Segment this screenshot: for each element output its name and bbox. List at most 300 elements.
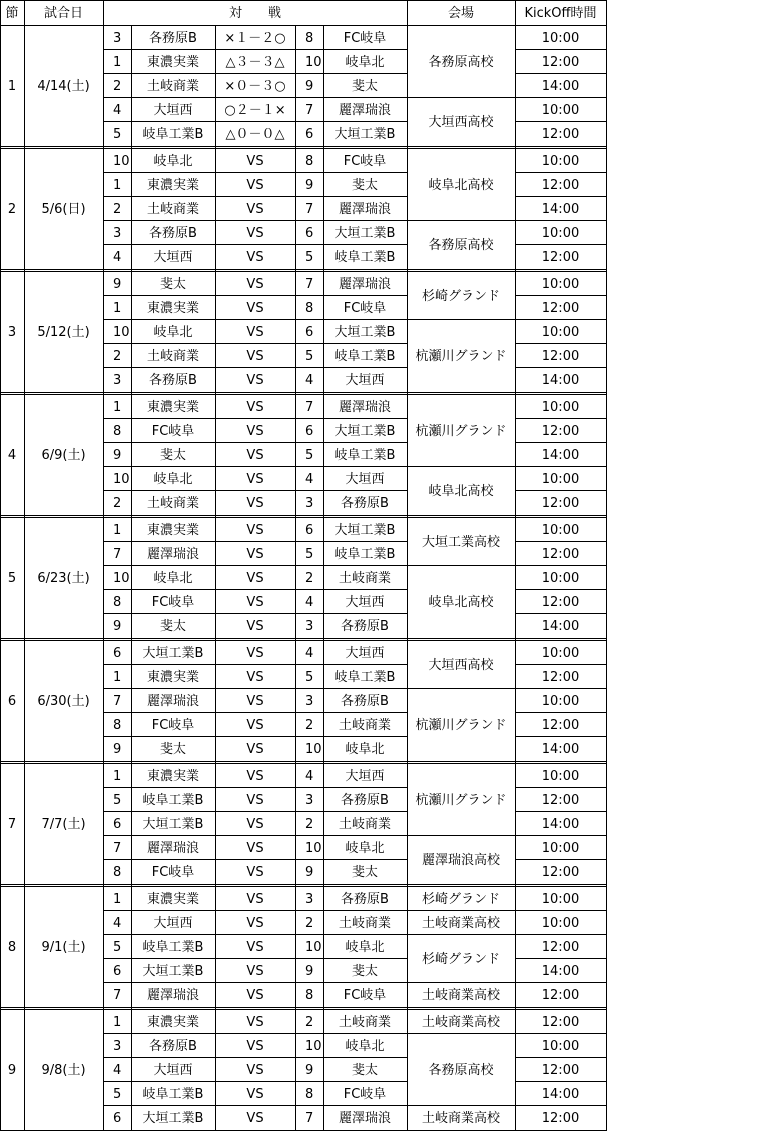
venue-name: 麗澤瑞浪高校: [421, 852, 500, 868]
match-result: VS: [246, 447, 264, 463]
match-result: VS: [246, 399, 264, 415]
home-team-number: 1: [113, 177, 122, 193]
away-team-name: 土岐商業: [338, 915, 391, 931]
match-result: VS: [246, 939, 264, 955]
match-result: VS: [246, 987, 264, 1003]
away-team-name: 大垣西: [345, 594, 385, 610]
away-team-number: 8: [305, 30, 314, 46]
column-divider: [606, 1009, 607, 1131]
away-team-number: 7: [305, 201, 314, 217]
away-team-number: 6: [305, 225, 314, 241]
home-team-number: 8: [113, 864, 122, 880]
match-date: 6/30(土): [37, 693, 90, 709]
column-divider: [0, 0, 1, 26]
row-divider: [103, 121, 408, 122]
match-result: VS: [246, 840, 264, 856]
away-team-name: 各務原B: [341, 693, 389, 709]
row-divider: [515, 910, 607, 911]
row-divider: [103, 196, 408, 197]
match-result: VS: [246, 276, 264, 292]
row-divider: [515, 934, 607, 935]
away-team-name: 各務原B: [341, 495, 389, 511]
column-divider: [131, 271, 132, 393]
away-team-number: 5: [305, 348, 314, 364]
match-result: VS: [246, 1062, 264, 1078]
home-team-number: 1: [113, 1014, 122, 1030]
kickoff-time: 12:00: [541, 1014, 580, 1030]
venue-name: 岐阜北高校: [428, 594, 494, 610]
home-team-name: 大垣工業B: [142, 816, 204, 832]
column-divider: [0, 886, 1, 1008]
home-team-name: 東濃実業: [146, 1014, 199, 1030]
column-divider: [215, 640, 216, 762]
away-team-number: 9: [305, 864, 314, 880]
row-divider: [515, 295, 607, 296]
row-divider: [103, 712, 408, 713]
column-divider: [407, 517, 408, 639]
row-divider: [103, 49, 408, 50]
round-number: 5: [7, 570, 17, 586]
row-divider: [407, 934, 516, 935]
away-team-number: 10: [305, 1038, 322, 1054]
column-divider: [103, 640, 104, 762]
row-divider: [103, 787, 408, 788]
venue-name: 杉崎グランド: [421, 951, 500, 967]
away-team-number: 8: [305, 153, 314, 169]
row-divider: [103, 736, 408, 737]
column-divider: [0, 148, 1, 270]
column-divider: [515, 394, 516, 516]
home-team-name: 土岐商業: [146, 348, 199, 364]
away-team-number: 3: [305, 693, 314, 709]
venue-name: 杉崎グランド: [421, 891, 500, 907]
home-team-name: 斐太: [159, 618, 186, 634]
row-divider: [103, 688, 408, 689]
column-divider: [24, 763, 25, 885]
column-divider: [515, 0, 516, 26]
home-team-name: 各務原B: [149, 1038, 197, 1054]
column-divider: [215, 148, 216, 270]
away-team-number: 2: [305, 1014, 314, 1030]
row-divider: [103, 811, 408, 812]
home-team-name: 東濃実業: [146, 669, 199, 685]
match-result: VS: [246, 864, 264, 880]
kickoff-time: 12:00: [541, 300, 580, 316]
home-team-name: 土岐商業: [146, 201, 199, 217]
home-team-name: 大垣工業B: [142, 963, 204, 979]
away-team-name: 斐太: [351, 1062, 378, 1078]
kickoff-time: 12:00: [541, 177, 580, 193]
match-result: VS: [246, 348, 264, 364]
column-divider: [295, 763, 296, 885]
kickoff-time: 12:00: [541, 864, 580, 880]
match-result: VS: [246, 300, 264, 316]
column-divider: [407, 25, 408, 147]
away-team-name: 岐阜北: [345, 840, 385, 856]
home-team-number: 1: [113, 669, 122, 685]
column-divider: [606, 517, 607, 639]
column-divider: [131, 394, 132, 516]
row-divider: [407, 910, 516, 911]
home-team-name: 大垣西: [153, 915, 193, 931]
column-divider: [24, 25, 25, 147]
column-divider: [323, 148, 324, 270]
column-divider: [606, 394, 607, 516]
away-team-name: FC岐阜: [343, 300, 387, 316]
home-team-name: 岐阜工業B: [142, 792, 204, 808]
row-divider: [515, 859, 607, 860]
row-divider: [515, 787, 607, 788]
home-team-name: 東濃実業: [146, 522, 199, 538]
away-team-name: 土岐商業: [338, 1014, 391, 1030]
row-divider: [407, 220, 516, 221]
match-result: VS: [246, 717, 264, 733]
venue-name: 大垣西高校: [428, 657, 494, 673]
row-divider: [103, 859, 408, 860]
match-result: VS: [246, 693, 264, 709]
match-date: 6/9(土): [41, 447, 86, 463]
row-divider: [103, 934, 408, 935]
match-result: VS: [246, 1110, 264, 1126]
row-divider: [515, 688, 607, 689]
match-date: 7/7(土): [41, 816, 86, 832]
column-divider: [515, 886, 516, 1008]
column-divider: [515, 1009, 516, 1131]
match-result: VS: [246, 570, 264, 586]
away-team-name: 土岐商業: [338, 717, 391, 733]
home-team-number: 7: [113, 693, 122, 709]
match-result: VS: [246, 495, 264, 511]
column-divider: [606, 763, 607, 885]
home-team-number: 9: [113, 447, 122, 463]
header-round: 節: [5, 5, 19, 21]
away-team-name: FC岐阜: [343, 30, 387, 46]
round-number: 1: [7, 78, 17, 94]
column-divider: [515, 25, 516, 147]
home-team-name: FC岐阜: [151, 594, 195, 610]
away-team-name: 岐阜北: [345, 939, 385, 955]
kickoff-time: 10:00: [541, 915, 580, 931]
column-divider: [103, 0, 104, 26]
row-divider: [103, 295, 408, 296]
row-divider: [103, 367, 408, 368]
column-divider: [323, 886, 324, 1008]
away-team-number: 4: [305, 594, 314, 610]
match-result: VS: [246, 546, 264, 562]
match-result: VS: [246, 225, 264, 241]
row-divider: [515, 97, 607, 98]
header-venue: 会場: [447, 5, 474, 21]
kickoff-time: 10:00: [541, 102, 580, 118]
column-divider: [407, 0, 408, 26]
column-divider: [606, 25, 607, 147]
home-team-name: 大垣西: [153, 1062, 193, 1078]
row-divider: [103, 244, 408, 245]
home-team-number: 3: [113, 225, 122, 241]
row-divider: [407, 97, 516, 98]
column-divider: [515, 271, 516, 393]
home-team-name: 東濃実業: [146, 768, 199, 784]
round-number: 8: [7, 939, 17, 955]
venue-name: 各務原高校: [428, 54, 494, 70]
away-team-number: 8: [305, 300, 314, 316]
match-result: VS: [246, 792, 264, 808]
home-team-name: 各務原B: [149, 372, 197, 388]
row-divider: [515, 1033, 607, 1034]
away-team-name: 大垣工業B: [334, 522, 396, 538]
row-divider: [515, 73, 607, 74]
row-divider: [103, 490, 408, 491]
column-divider: [407, 763, 408, 885]
row-divider: [103, 1033, 408, 1034]
kickoff-time: 14:00: [541, 1086, 580, 1102]
row-divider: [407, 319, 516, 320]
match-result: VS: [246, 177, 264, 193]
column-divider: [131, 886, 132, 1008]
venue-name: 各務原高校: [428, 237, 494, 253]
row-divider: [515, 466, 607, 467]
match-result: VS: [246, 1014, 264, 1030]
kickoff-time: 12:00: [541, 792, 580, 808]
column-divider: [323, 25, 324, 147]
row-divider: [515, 220, 607, 221]
away-team-number: 2: [305, 570, 314, 586]
venue-name: 大垣工業高校: [421, 534, 500, 550]
row-divider: [515, 664, 607, 665]
match-date: 5/6(日): [41, 201, 86, 217]
column-divider: [323, 763, 324, 885]
column-divider: [0, 271, 1, 393]
row-divider: [515, 121, 607, 122]
kickoff-time: 10:00: [541, 471, 580, 487]
home-team-name: 麗澤瑞浪: [146, 840, 199, 856]
row-divider: [515, 811, 607, 812]
match-result: VS: [246, 423, 264, 439]
home-team-number: 5: [113, 792, 122, 808]
home-team-name: 大垣西: [153, 102, 193, 118]
away-team-number: 8: [305, 1086, 314, 1102]
venue-name: 杭瀬川グランド: [415, 792, 507, 808]
row-divider: [103, 442, 408, 443]
home-team-name: 東濃実業: [146, 300, 199, 316]
match-result: VS: [246, 669, 264, 685]
home-team-number: 1: [113, 891, 122, 907]
kickoff-time: 10:00: [541, 1038, 580, 1054]
match-result: VS: [246, 915, 264, 931]
away-team-number: 4: [305, 645, 314, 661]
away-team-number: 2: [305, 816, 314, 832]
round-number: 7: [7, 816, 17, 832]
column-divider: [606, 886, 607, 1008]
header-match: 対 戦: [228, 5, 281, 21]
home-team-number: 3: [113, 372, 122, 388]
column-divider: [295, 517, 296, 639]
home-team-number: 10: [113, 471, 130, 487]
column-divider: [407, 271, 408, 393]
row-divider: [103, 958, 408, 959]
column-divider: [323, 1009, 324, 1131]
row-divider: [515, 835, 607, 836]
venue-name: 土岐商業高校: [421, 987, 500, 1003]
away-team-name: 土岐商業: [338, 570, 391, 586]
column-divider: [24, 886, 25, 1008]
row-divider: [515, 982, 607, 983]
row-divider: [515, 712, 607, 713]
away-team-name: 斐太: [351, 78, 378, 94]
row-divider: [103, 613, 408, 614]
kickoff-time: 14:00: [541, 372, 580, 388]
away-team-number: 3: [305, 618, 314, 634]
row-divider: [515, 442, 607, 443]
away-team-number: 9: [305, 177, 314, 193]
row-divider: [103, 982, 408, 983]
home-team-number: 4: [113, 249, 122, 265]
row-divider: [103, 343, 408, 344]
away-team-number: 5: [305, 669, 314, 685]
home-team-number: 2: [113, 495, 122, 511]
home-team-name: 斐太: [159, 447, 186, 463]
round-number: 2: [7, 201, 17, 217]
column-divider: [24, 148, 25, 270]
column-divider: [103, 517, 104, 639]
away-team-name: 大垣西: [345, 471, 385, 487]
away-team-name: FC岐阜: [343, 153, 387, 169]
venue-name: 杭瀬川グランド: [415, 348, 507, 364]
kickoff-time: 10:00: [541, 693, 580, 709]
away-team-number: 6: [305, 126, 314, 142]
away-team-number: 3: [305, 495, 314, 511]
column-divider: [103, 1009, 104, 1131]
column-divider: [0, 1009, 1, 1131]
column-divider: [215, 517, 216, 639]
kickoff-time: 10:00: [541, 570, 580, 586]
away-team-number: 3: [305, 792, 314, 808]
home-team-number: 1: [113, 300, 122, 316]
match-date: 9/8(土): [41, 1062, 86, 1078]
row-divider: [515, 1105, 607, 1106]
column-divider: [0, 640, 1, 762]
column-divider: [215, 25, 216, 147]
column-divider: [103, 763, 104, 885]
row-divider: [103, 1105, 408, 1106]
column-divider: [606, 640, 607, 762]
match-result: VS: [246, 816, 264, 832]
away-team-name: 大垣西: [345, 372, 385, 388]
away-team-number: 9: [305, 78, 314, 94]
away-team-number: 10: [305, 741, 322, 757]
kickoff-time: 12:00: [541, 1110, 580, 1126]
row-divider: [515, 589, 607, 590]
home-team-name: 東濃実業: [146, 177, 199, 193]
match-result: VS: [246, 1038, 264, 1054]
kickoff-time: 10:00: [541, 225, 580, 241]
column-divider: [103, 148, 104, 270]
away-team-number: 9: [305, 1062, 314, 1078]
away-team-name: 岐阜工業B: [334, 669, 396, 685]
column-divider: [295, 25, 296, 147]
column-divider: [606, 148, 607, 270]
match-result: VS: [246, 153, 264, 169]
header-kickoff: KickOff時間: [524, 5, 597, 21]
match-result: VS: [246, 324, 264, 340]
away-team-number: 3: [305, 891, 314, 907]
row-divider: [103, 418, 408, 419]
kickoff-time: 12:00: [541, 54, 580, 70]
venue-name: 各務原高校: [428, 1062, 494, 1078]
away-team-name: 大垣西: [345, 768, 385, 784]
column-divider: [131, 763, 132, 885]
home-team-number: 9: [113, 618, 122, 634]
away-team-name: 麗澤瑞浪: [338, 276, 391, 292]
round-number: 6: [7, 693, 17, 709]
kickoff-time: 14:00: [541, 447, 580, 463]
home-team-number: 3: [113, 30, 122, 46]
away-team-number: 10: [305, 54, 322, 70]
column-divider: [24, 0, 25, 26]
row-divider: [515, 196, 607, 197]
kickoff-time: 12:00: [541, 348, 580, 364]
row-divider: [515, 49, 607, 50]
away-team-number: 10: [305, 840, 322, 856]
home-team-name: 土岐商業: [146, 495, 199, 511]
venue-name: 大垣西高校: [428, 114, 494, 130]
kickoff-time: 12:00: [541, 126, 580, 142]
away-team-name: 各務原B: [341, 618, 389, 634]
home-team-number: 5: [113, 126, 122, 142]
row-divider: [407, 565, 516, 566]
home-team-number: 5: [113, 939, 122, 955]
row-divider: [407, 835, 516, 836]
kickoff-time: 14:00: [541, 816, 580, 832]
column-divider: [24, 517, 25, 639]
row-divider: [103, 910, 408, 911]
row-divider: [515, 1057, 607, 1058]
kickoff-time: 10:00: [541, 891, 580, 907]
row-divider: [515, 490, 607, 491]
away-team-name: 麗澤瑞浪: [338, 201, 391, 217]
venue-name: 土岐商業高校: [421, 915, 500, 931]
home-team-number: 1: [113, 768, 122, 784]
column-divider: [24, 640, 25, 762]
row-divider: [103, 1081, 408, 1082]
kickoff-time: 14:00: [541, 618, 580, 634]
row-divider: [103, 319, 408, 320]
column-divider: [131, 148, 132, 270]
away-team-number: 9: [305, 963, 314, 979]
column-divider: [295, 271, 296, 393]
home-team-name: 岐阜北: [153, 324, 193, 340]
column-divider: [295, 1009, 296, 1131]
home-team-number: 1: [113, 399, 122, 415]
match-result: VS: [246, 594, 264, 610]
column-divider: [515, 763, 516, 885]
away-team-number: 2: [305, 717, 314, 733]
away-team-name: FC岐阜: [343, 1086, 387, 1102]
away-team-name: 大垣工業B: [334, 225, 396, 241]
away-team-number: 7: [305, 399, 314, 415]
match-result: ×０－３○: [224, 78, 286, 94]
column-divider: [131, 25, 132, 147]
row-divider: [515, 172, 607, 173]
column-divider: [515, 148, 516, 270]
home-team-number: 9: [113, 741, 122, 757]
home-team-number: 10: [113, 324, 130, 340]
row-divider: [103, 1057, 408, 1058]
away-team-number: 7: [305, 1110, 314, 1126]
away-team-name: 斐太: [351, 864, 378, 880]
row-divider: [515, 541, 607, 542]
away-team-name: 大垣工業B: [334, 126, 396, 142]
